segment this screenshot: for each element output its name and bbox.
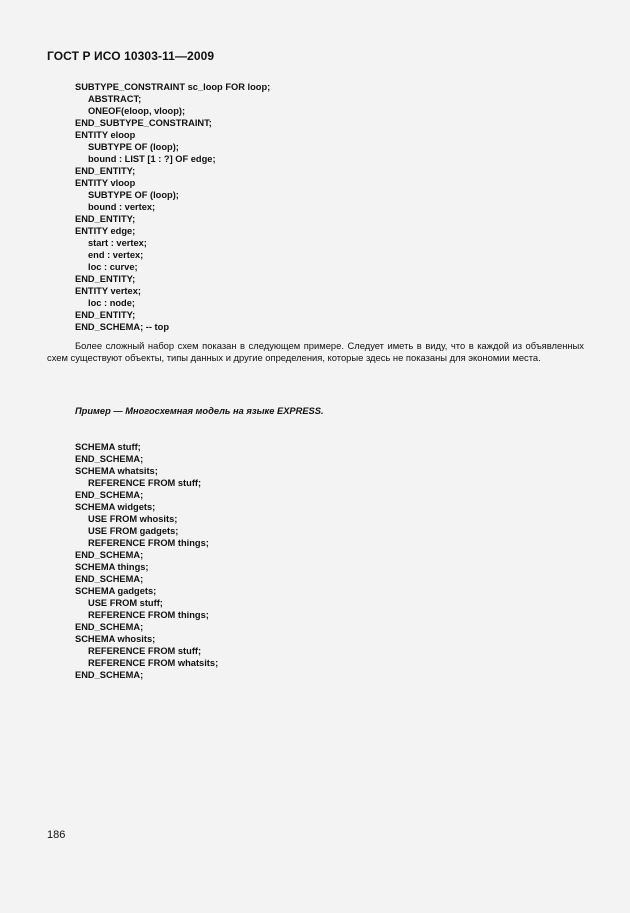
code-line: ABSTRACT; bbox=[88, 94, 142, 104]
code-line: USE FROM stuff; bbox=[88, 598, 163, 608]
code-line: ONEOF(eloop, vloop); bbox=[88, 106, 186, 116]
code-line: ENTITY vloop bbox=[75, 178, 136, 188]
code-line: end : vertex; bbox=[88, 250, 144, 260]
code-line: start : vertex; bbox=[88, 238, 147, 248]
code-line: END_ENTITY; bbox=[75, 166, 136, 176]
code-line: END_SCHEMA; -- top bbox=[75, 322, 169, 332]
code-line: REFERENCE FROM things; bbox=[88, 610, 209, 620]
code-line: SCHEMA stuff; bbox=[75, 442, 141, 452]
express-code-block bbox=[75, 81, 270, 333]
code-line: REFERENCE FROM stuff; bbox=[88, 478, 202, 488]
code-line: END_SCHEMA; bbox=[75, 622, 144, 632]
code-line: SCHEMA whatsits; bbox=[75, 466, 158, 476]
code-line: ENTITY edge; bbox=[75, 226, 136, 236]
code-line: END_SCHEMA; bbox=[75, 550, 144, 560]
code-line: REFERENCE FROM whatsits; bbox=[88, 658, 219, 668]
code-line: SCHEMA whosits; bbox=[75, 634, 156, 644]
code-line: REFERENCE FROM things; bbox=[88, 538, 209, 548]
document-header: ГОСТ Р ИСО 10303-11—2009 bbox=[47, 49, 215, 63]
code-line: ENTITY eloop bbox=[75, 130, 136, 140]
code-line: SUBTYPE_CONSTRAINT sc_loop FOR loop; bbox=[75, 82, 271, 92]
code-line: bound : vertex; bbox=[88, 202, 156, 212]
code-line: ENTITY vertex; bbox=[75, 286, 141, 296]
code-line: END_SCHEMA; bbox=[75, 490, 144, 500]
code-line: END_ENTITY; bbox=[75, 214, 136, 224]
code-line: END_SCHEMA; bbox=[75, 454, 144, 464]
code-line: END_SCHEMA; bbox=[75, 670, 144, 680]
code-line: REFERENCE FROM stuff; bbox=[88, 646, 202, 656]
example-code-lines bbox=[75, 441, 324, 681]
code-line: SCHEMA things; bbox=[75, 562, 149, 572]
code-line: USE FROM whosits; bbox=[88, 514, 178, 524]
code-line: SUBTYPE OF (loop); bbox=[88, 190, 179, 200]
example-caption: Пример — Многосхемная модель на языке EXPRESS. bbox=[75, 406, 324, 416]
code-line: bound : LIST [1 : ?] OF edge; bbox=[88, 154, 216, 164]
code-line: USE FROM gadgets; bbox=[88, 526, 179, 536]
example-block bbox=[75, 381, 324, 693]
code-line: END_ENTITY; bbox=[75, 310, 136, 320]
code-line: SUBTYPE OF (loop); bbox=[88, 142, 179, 152]
code-line: SCHEMA gadgets; bbox=[75, 586, 157, 596]
code-line: loc : curve; bbox=[88, 262, 138, 272]
code-line: END_SCHEMA; bbox=[75, 574, 144, 584]
page-number: 186 bbox=[47, 829, 66, 841]
code-line: loc : node; bbox=[88, 298, 135, 308]
code-line: SCHEMA widgets; bbox=[75, 502, 156, 512]
code-line: END_ENTITY; bbox=[75, 274, 136, 284]
code-line: END_SUBTYPE_CONSTRAINT; bbox=[75, 118, 212, 128]
body-paragraph: Более сложный набор схем показан в следующем примере. Следует иметь в виду, что в каждой из объявленных схем существуют объекты, типы данных и другие определения, которые здесь не показаны для экономии места. bbox=[47, 340, 584, 363]
